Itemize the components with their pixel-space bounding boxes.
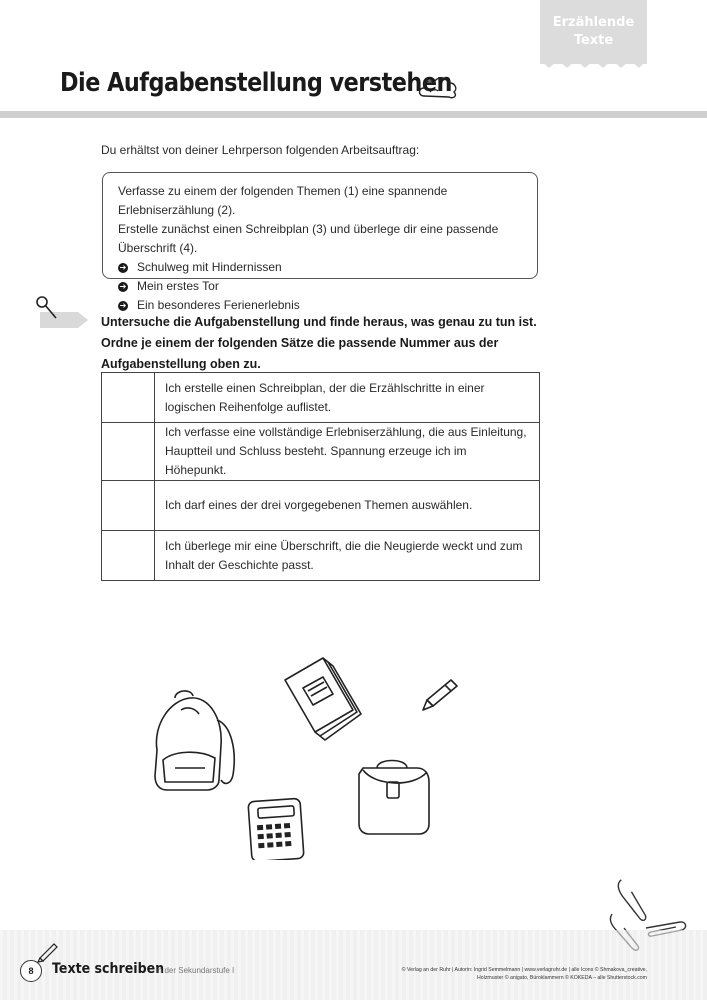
table-row	[102, 531, 540, 581]
credits-line-1: © Verlag an der Ruhr | Autorin: Ingrid Semmelmann | www.verlagruhr.de | alle Icons © Shmakova_creative,	[401, 967, 647, 973]
number-cell[interactable]	[102, 481, 155, 531]
sentence-cell: Ich erstelle einen Schreibplan, der die Erzählschritte in einer logischen Reihenfolge auflistet.	[155, 373, 540, 423]
pin-icon	[30, 294, 90, 334]
tag-notch	[540, 60, 647, 68]
number-cell[interactable]	[102, 373, 155, 423]
topic-label: Mein erstes Tor	[137, 279, 219, 293]
task-line-1: Verfasse zu einem der folgenden Themen (1) eine spannende Erlebniserzählung (2).	[118, 184, 448, 217]
intro-text: Du erhältst von deiner Lehrperson folgenden Arbeitsauftrag:	[101, 143, 420, 157]
book-subtitle: in der Sekundarstufe I	[156, 966, 235, 975]
sentence-cell: Ich darf eines der drei vorgegebenen Themen auswählen.	[155, 481, 540, 531]
number-cell[interactable]	[102, 531, 155, 581]
header-rule	[0, 111, 707, 118]
backpack-icon	[155, 691, 234, 790]
sentence-cell: Ich verfasse eine vollständige Erlebniserzählung, die aus Einleitung, Hauptteil und Schluss besteht. Spannung erzeuge ich im Höhepunkt.	[155, 423, 540, 481]
chapter-tag-line2: Texte	[573, 33, 614, 48]
chapter-tag	[540, 0, 647, 64]
notebook-icon	[285, 658, 361, 740]
task-box	[102, 172, 538, 312]
school-items-illustration	[145, 650, 485, 860]
credits	[327, 966, 647, 982]
topic-item	[118, 277, 522, 296]
topic-item	[118, 258, 522, 277]
chapter-tag-line1: Erzählende	[552, 15, 635, 30]
task-line-2: Erstelle zunächst einen Schreibplan (3) und überlege dir eine passende Überschrift (4).	[118, 222, 499, 255]
page-number: 8	[20, 960, 42, 982]
topic-label: Schulweg mit Hindernissen	[137, 260, 282, 274]
calculator-icon	[248, 798, 304, 860]
arrow-bullet-icon: ➔	[119, 281, 127, 291]
book-title: Texte schreiben	[52, 961, 165, 977]
page-title: Die Aufgabenstellung verstehen	[60, 68, 452, 98]
topic-label: Ein besonderes Ferienerlebnis	[137, 298, 300, 312]
pencil-icon	[423, 680, 457, 710]
table-row	[102, 481, 540, 531]
credits-line-2: Holzmuster © anigato, Büroklammern © KOKEDA – alle Shutterstock.com	[477, 975, 647, 981]
cloud-icon	[416, 70, 460, 102]
arrow-bullet-icon: ➔	[119, 262, 127, 272]
sentence-cell: Ich überlege mir eine Überschrift, die die Neugierde weckt und zum Inhalt der Geschichte passt.	[155, 531, 540, 581]
number-cell[interactable]	[102, 423, 155, 481]
table-row	[102, 423, 540, 481]
table-row	[102, 373, 540, 423]
topic-list	[118, 258, 522, 315]
briefcase-icon	[359, 761, 429, 835]
arrow-bullet-icon: ➔	[119, 300, 127, 310]
instruction-text: Untersuche die Aufgabenstellung und finde heraus, was genau zu tun ist. Ordne je einem der folgenden Sätze die passende Nummer aus der Aufgabenstellung oben zu.	[101, 315, 537, 371]
answer-table	[101, 372, 540, 581]
